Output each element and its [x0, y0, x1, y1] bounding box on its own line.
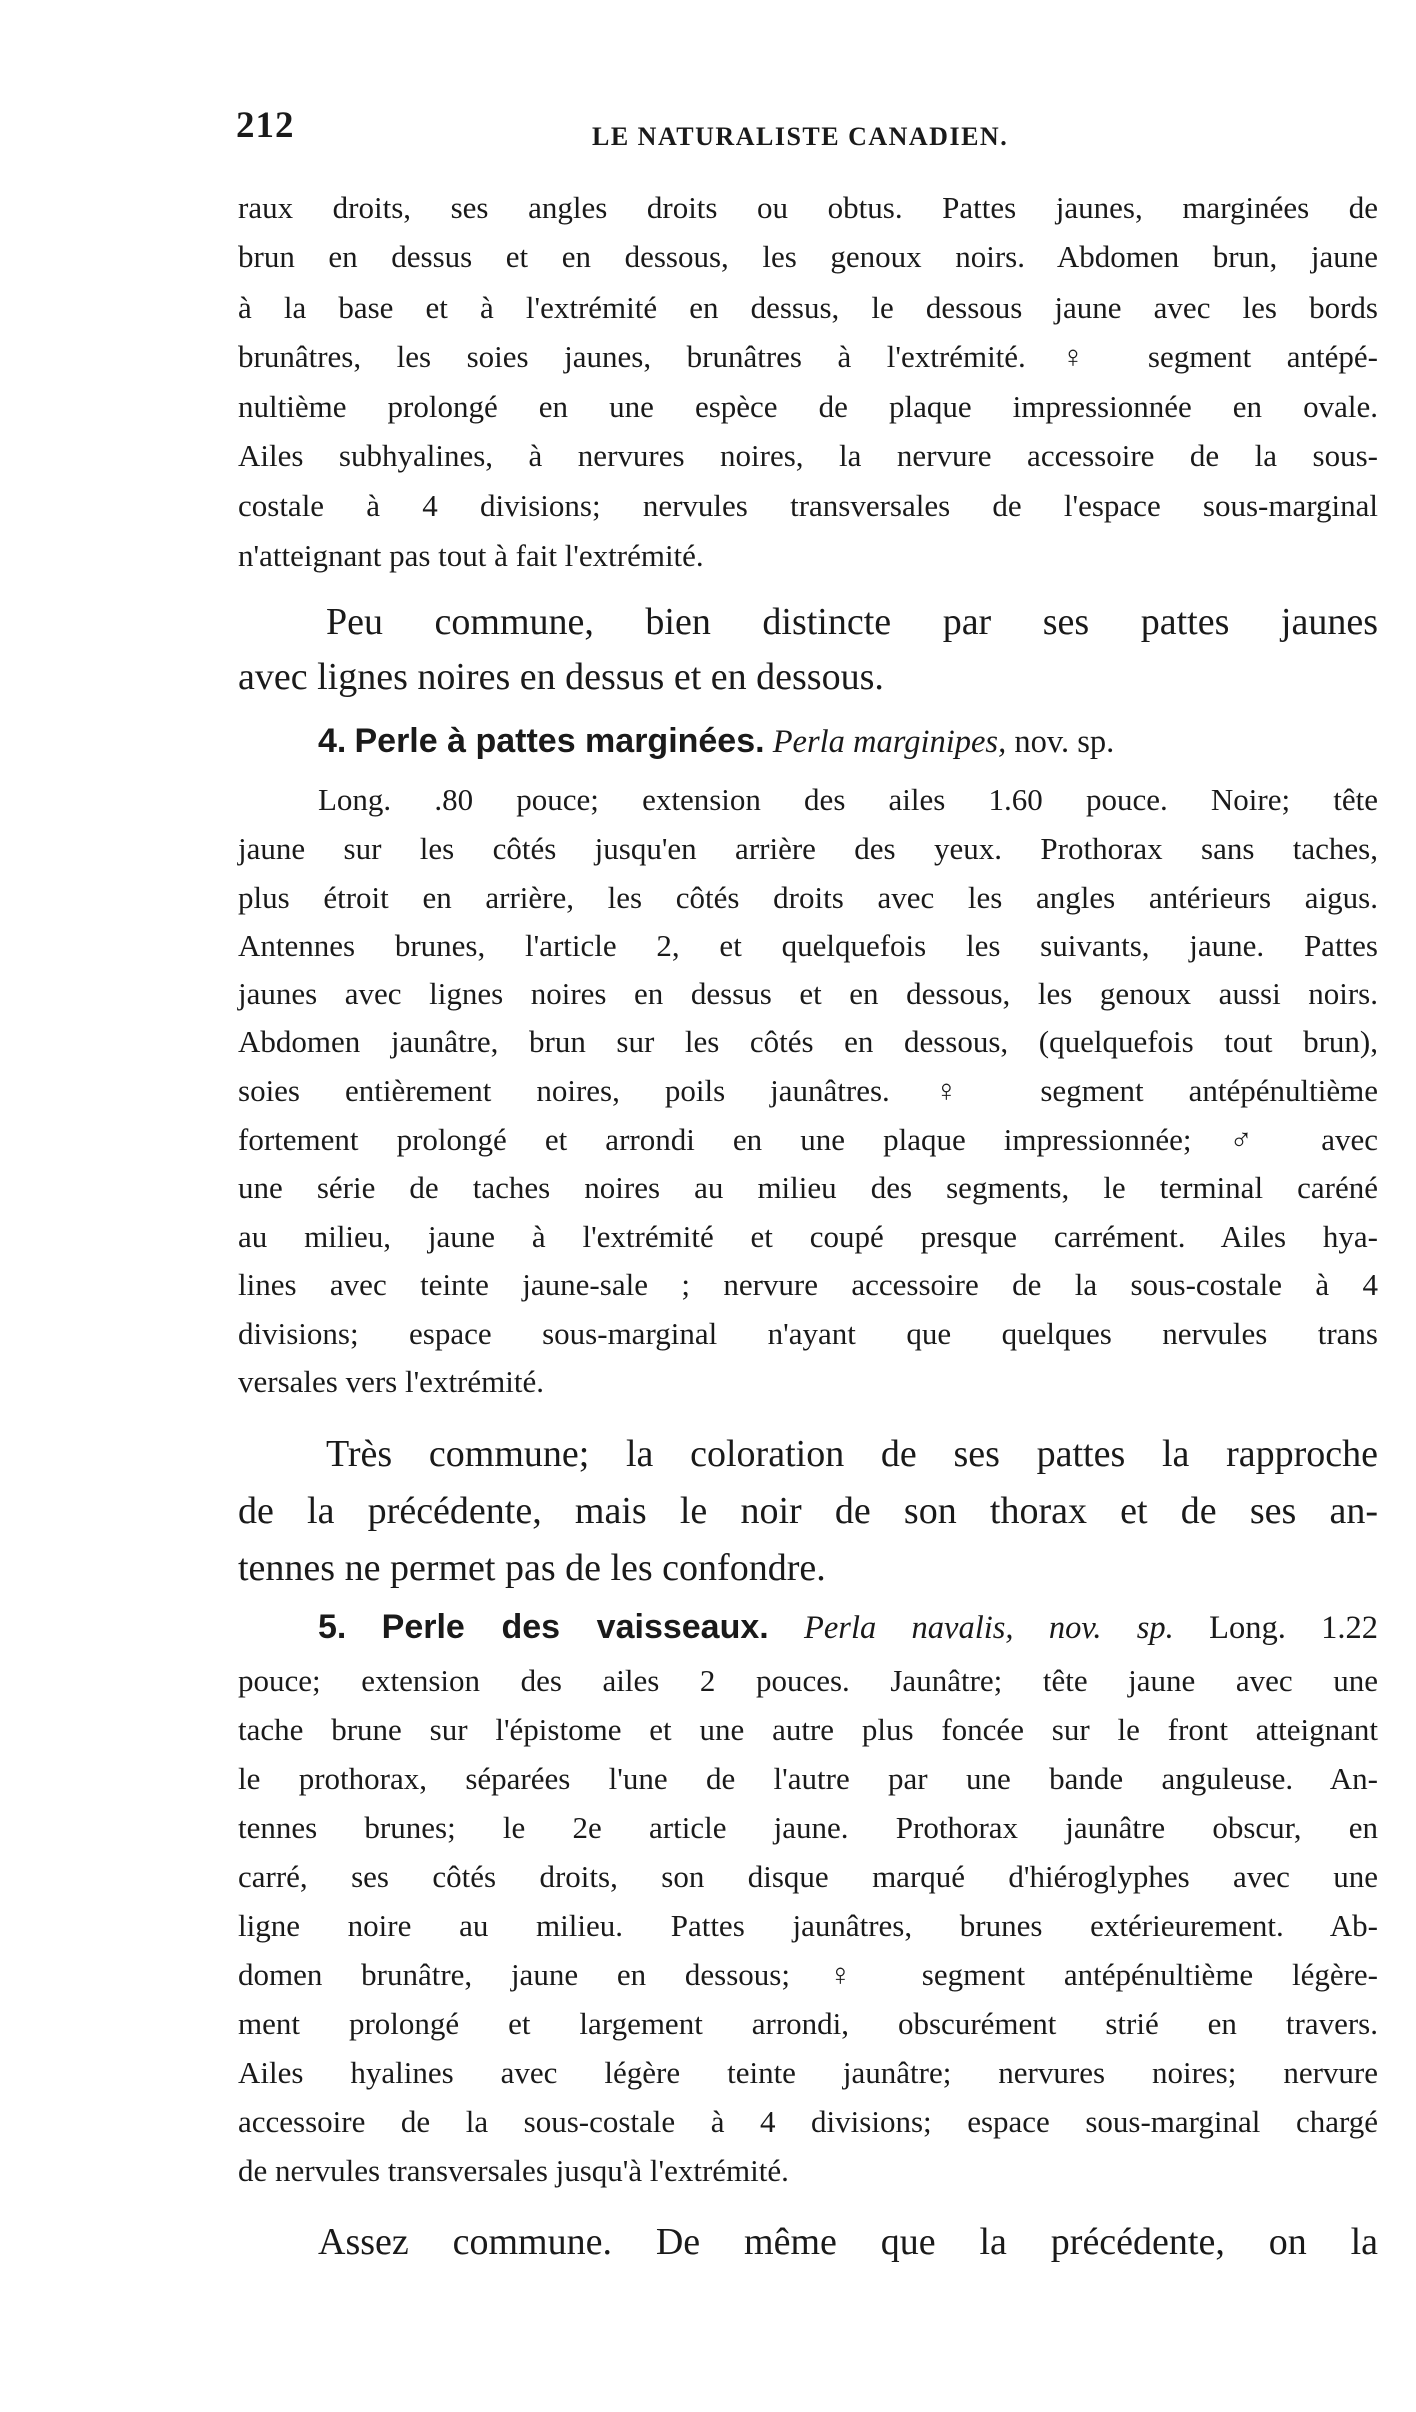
body-line: fortement prolongé et arrondi en une plaque impressionnée; ♂ avec: [238, 1122, 1378, 1157]
body-line: au milieu, jaune à l'extrémité et coupé presque carrément. Ailes hya-: [238, 1219, 1378, 1254]
body-line: soies entièrement noires, poils jaunâtres. ♀ segment antépénultième: [238, 1073, 1378, 1108]
body-line: de nervules transversales jusqu'à l'extrémité.: [238, 2153, 789, 2188]
body-line: brun en dessus et en dessous, les genoux noirs. Abdomen brun, jaune: [238, 239, 1378, 274]
species-common-name: Perle à pattes marginées.: [354, 722, 765, 760]
body-line: divisions; espace sous-marginal n'ayant que quelques nervules trans: [238, 1316, 1378, 1351]
body-line: tennes brunes; le 2e article jaune. Prothorax jaunâtre obscur, en: [238, 1810, 1378, 1845]
species-heading: [318, 722, 1378, 761]
body-line: nultième prolongé en une espèce de plaque impressionnée en ovale.: [238, 389, 1378, 424]
remark-line: de la précédente, mais le noir de son thorax et de ses an-: [238, 1490, 1378, 1532]
species-heading: [318, 1608, 1378, 1647]
body-line: Antennes brunes, l'article 2, et quelquefois les suivants, jaune. Pattes: [238, 928, 1378, 963]
species-nov-sp: nov. sp.: [1014, 724, 1115, 760]
body-line: une série de taches noires au milieu des segments, le terminal caréné: [238, 1170, 1378, 1205]
body-line: brunâtres, les soies jaunes, brunâtres à l'extrémité. ♀ segment antépé-: [238, 339, 1378, 374]
species-latin-name: Perla marginipes,: [772, 724, 1007, 760]
species-latin-name: Perla navalis, nov. sp.: [804, 1610, 1174, 1646]
remark-line: Très commune; la coloration de ses pattes la rapproche: [326, 1433, 1378, 1475]
body-line: n'atteignant pas tout à fait l'extrémité.: [238, 538, 704, 573]
body-line: tache brune sur l'épistome et une autre plus foncée sur le front atteignant: [238, 1712, 1378, 1747]
body-line: Ailes hyalines avec légère teinte jaunâtre; nervures noires; nervure: [238, 2055, 1378, 2090]
body-line: versales vers l'extrémité.: [238, 1364, 544, 1399]
remark-line: tennes ne permet pas de les confondre.: [238, 1547, 826, 1589]
body-line: le prothorax, séparées l'une de l'autre par une bande anguleuse. An-: [238, 1761, 1378, 1796]
remark-line: avec lignes noires en dessus et en dessous.: [238, 656, 884, 698]
body-line: Abdomen jaunâtre, brun sur les côtés en dessous, (quelquefois tout brun),: [238, 1024, 1378, 1059]
body-line: accessoire de la sous-costale à 4 divisions; espace sous-marginal chargé: [238, 2104, 1378, 2139]
page-number: 212: [236, 105, 295, 146]
species-number: 5.: [318, 1608, 347, 1646]
body-line: raux droits, ses angles droits ou obtus. Pattes jaunes, marginées de: [238, 190, 1378, 225]
remark-line: Peu commune, bien distincte par ses pattes jaunes: [326, 601, 1378, 643]
body-line: costale à 4 divisions; nervules transversales de l'espace sous-marginal: [238, 488, 1378, 523]
body-line: plus étroit en arrière, les côtés droits avec les angles antérieurs aigus.: [238, 880, 1378, 915]
body-line: Ailes subhyalines, à nervures noires, la nervure accessoire de la sous-: [238, 438, 1378, 473]
body-line: pouce; extension des ailes 2 pouces. Jaunâtre; tête jaune avec une: [238, 1663, 1378, 1698]
body-line: domen brunâtre, jaune en dessous; ♀ segment antépénultième légère-: [238, 1957, 1378, 1992]
remark-line: Assez commune. De même que la précédente, on la: [318, 2221, 1378, 2263]
body-line: jaune sur les côtés jusqu'en arrière des yeux. Prothorax sans taches,: [238, 831, 1378, 866]
body-line: carré, ses côtés droits, son disque marqué d'hiéroglyphes avec une: [238, 1859, 1378, 1894]
body-line: jaunes avec lignes noires en dessus et en dessous, les genoux aussi noirs.: [238, 976, 1378, 1011]
body-line: Long. .80 pouce; extension des ailes 1.60 pouce. Noire; tête: [318, 782, 1378, 817]
body-line: ment prolongé et largement arrondi, obscurément strié en travers.: [238, 2006, 1378, 2041]
body-line: à la base et à l'extrémité en dessus, le dessous jaune avec les bords: [238, 290, 1378, 325]
species-number: 4.: [318, 722, 347, 760]
body-line: ligne noire au milieu. Pattes jaunâtres, brunes extérieurement. Ab-: [238, 1908, 1378, 1943]
species-length: Long. 1.22: [1209, 1610, 1379, 1646]
running-title: LE NATURALISTE CANADIEN.: [592, 122, 1009, 151]
species-common-name: Perle des vaisseaux.: [381, 1608, 769, 1646]
body-line: lines avec teinte jaune-sale ; nervure accessoire de la sous-costale à 4: [238, 1267, 1378, 1302]
